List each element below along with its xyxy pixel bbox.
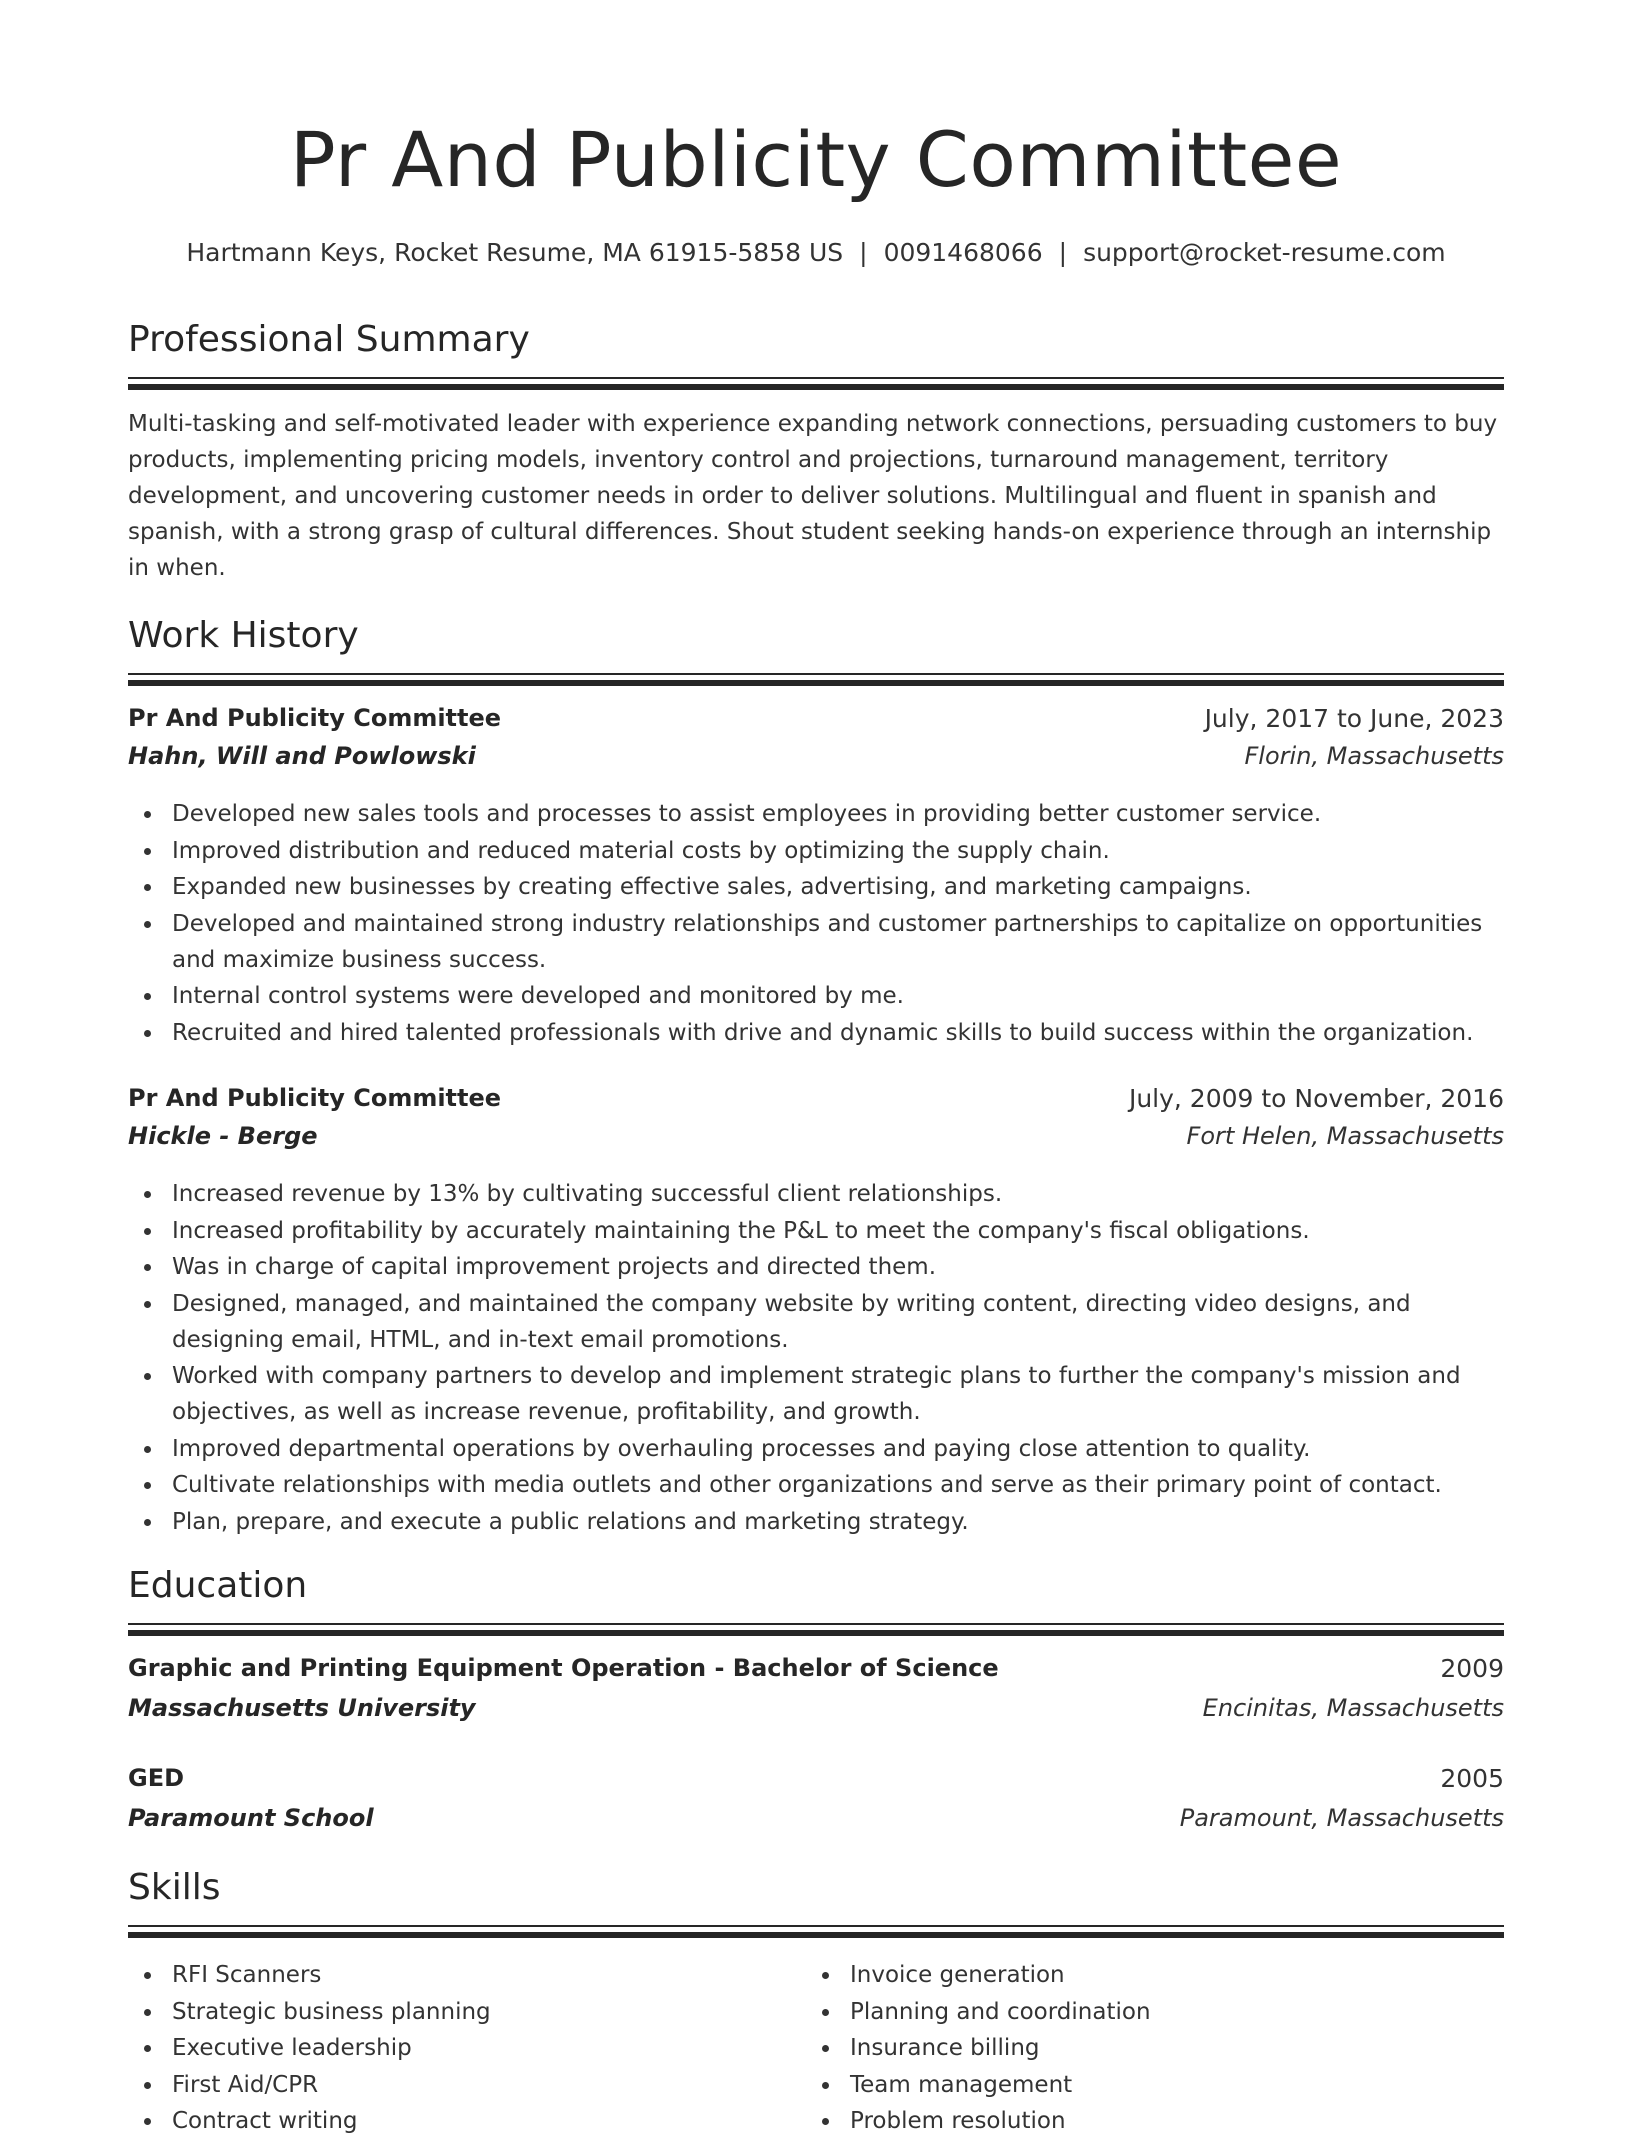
list-item: Worked with company partners to develop and implement strategic plans to further the company's mission and objectives, as well as increase revenue, profitability, and growth. [128, 1358, 1504, 1430]
education-header [128, 1764, 1504, 1800]
job-title: Pr And Publicity Committee [128, 704, 502, 732]
skill-item: Contract writing [128, 2103, 768, 2139]
job-dates: July, 2017 to June, 2023 [1204, 704, 1504, 733]
skill-item: Team management [806, 2067, 1446, 2103]
education-school: Massachusetts University [128, 1694, 476, 1722]
job-dates: July, 2009 to November, 2016 [1128, 1084, 1504, 1113]
job-title: Pr And Publicity Committee [128, 1084, 502, 1112]
list-item: Developed new sales tools and processes to assist employees in providing better customer service. [128, 796, 1504, 832]
list-item: Expanded new businesses by creating effective sales, advertising, and marketing campaigns. [128, 869, 1504, 905]
skills-divider [128, 1925, 1504, 1927]
skills-list-right [806, 1957, 1446, 2140]
contact-line [128, 238, 1504, 267]
job-header [128, 1084, 1504, 1120]
education-heading: Education [128, 1565, 308, 1606]
list-item: Increased profitability by accurately maintaining the P&L to meet the company's fiscal obligations. [128, 1213, 1504, 1249]
education-location: Encinitas, Massachusetts [1202, 1694, 1504, 1722]
list-item: Internal control systems were developed and monitored by me. [128, 978, 1504, 1014]
education-school-row [128, 1804, 1504, 1840]
job-company: Hickle - Berge [128, 1122, 318, 1150]
contact-address: Hartmann Keys, Rocket Resume, MA 61915-5858 US [186, 238, 844, 267]
education-school-row [128, 1694, 1504, 1730]
skill-item: First Aid/CPR [128, 2067, 768, 2103]
job-employer-row [128, 742, 1504, 778]
list-item: Designed, managed, and maintained the company website by writing content, directing video designs, and designing email, HTML, and in-text email promotions. [128, 1286, 1504, 1358]
contact-phone: 0091468066 [883, 238, 1043, 267]
contact-email[interactable]: support@rocket-resume.com [1083, 238, 1446, 267]
job-bullets [128, 796, 1504, 1051]
summary-divider [128, 377, 1504, 379]
skill-item: Invoice generation [806, 1957, 1446, 1993]
contact-separator: | [859, 238, 868, 267]
skills-heading: Skills [128, 1867, 221, 1908]
job-location: Florin, Massachusetts [1244, 742, 1504, 770]
work-history-divider [128, 673, 1504, 675]
list-item: Plan, prepare, and execute a public relations and marketing strategy. [128, 1504, 1504, 1540]
job-header [128, 704, 1504, 740]
list-item: Cultivate relationships with media outlets and other organizations and serve as their primary point of contact. [128, 1467, 1504, 1503]
skill-item: Planning and coordination [806, 1994, 1446, 2030]
candidate-name: Pr And Publicity Committee [289, 115, 1343, 204]
summary-heading: Professional Summary [128, 319, 530, 360]
list-item: Recruited and hired talented professionals with drive and dynamic skills to build success within the organization. [128, 1015, 1504, 1051]
job-company: Hahn, Will and Powlowski [128, 742, 476, 770]
education-divider [128, 1623, 1504, 1625]
education-header [128, 1654, 1504, 1690]
job-bullets [128, 1176, 1504, 1540]
skill-item: RFI Scanners [128, 1957, 768, 1993]
education-degree: Graphic and Printing Equipment Operation - Bachelor of Science [128, 1654, 999, 1682]
skill-item: Problem resolution [806, 2103, 1446, 2139]
list-item: Improved departmental operations by overhauling processes and paying close attention to quality. [128, 1431, 1504, 1467]
work-history-heading: Work History [128, 615, 359, 656]
skill-item: Executive leadership [128, 2030, 768, 2066]
summary-text: Multi-tasking and self-motivated leader with experience expanding network connections, persuading customers to buy products, implementing pricing models, inventory control and projections, turnaround management, territory development, and uncovering customer needs in order to deliver solutions. Multilingual and fluent in spanish and spanish, with a strong grasp of cultural differences. Shout student seeking hands-on experience through an internship in when. [128, 411, 1498, 581]
list-item: Was in charge of capital improvement projects and directed them. [128, 1249, 1504, 1285]
skill-item: Strategic business planning [128, 1994, 768, 2030]
skills-list-left [128, 1957, 768, 2140]
job-location: Fort Helen, Massachusetts [1186, 1122, 1504, 1150]
education-location: Paramount, Massachusetts [1179, 1804, 1504, 1832]
education-year: 2005 [1440, 1764, 1504, 1793]
list-item: Increased revenue by 13% by cultivating successful client relationships. [128, 1176, 1504, 1212]
list-item: Developed and maintained strong industry relationships and customer partnerships to capitalize on opportunities and maximize business success. [128, 906, 1504, 978]
contact-separator: | [1058, 238, 1068, 267]
education-year: 2009 [1440, 1654, 1504, 1683]
job-employer-row [128, 1122, 1504, 1158]
skill-item: Insurance billing [806, 2030, 1446, 2066]
education-degree: GED [128, 1764, 185, 1792]
education-school: Paramount School [128, 1804, 374, 1832]
list-item: Improved distribution and reduced material costs by optimizing the supply chain. [128, 833, 1504, 869]
